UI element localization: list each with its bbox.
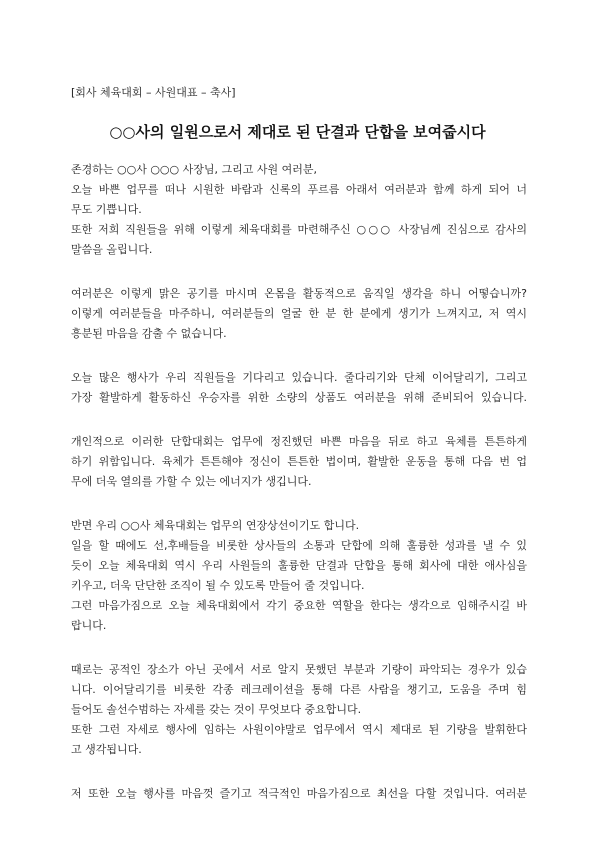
paragraph-line: 때로는 공적인 장소가 아닌 곳에서 서로 알지 못했던 부분과 기량이 파악되는 경우가 있습 bbox=[71, 663, 527, 676]
paragraph-line: 일을 할 때에도 선,후배들을 비롯한 상사들의 소통과 단합에 의해 훌륭한 성과를 낼 수 있 bbox=[71, 539, 527, 552]
paragraph-line: 들어도 솔선수범하는 자세를 갖는 것이 무엇보다 중요합니다. bbox=[71, 703, 362, 716]
document-title: ○○사의 일원으로서 제대로 된 단결과 단합을 보여줍시다 bbox=[109, 123, 486, 141]
paragraph-line: 무에 더욱 열의를 가할 수 있는 에너지가 생깁니다. bbox=[71, 475, 312, 488]
paragraph-line: 그런 마음가짐으로 오늘 체육대회에서 각기 중요한 역할을 한다는 생각으로 임해주시길 바 bbox=[71, 599, 527, 612]
paragraph-line: 가장 활발하게 활동하신 우승자를 위한 소량의 상품도 여러분을 위해 준비되어 있습니다. bbox=[71, 391, 527, 404]
paragraph-line: 오늘 많은 행사가 우리 직원들을 기다리고 있습니다. 줄다리기와 단체 이어달리기, 그리고 bbox=[71, 371, 527, 384]
body-paragraph bbox=[71, 284, 527, 344]
document-header-tag: [회사 체육대회 – 사원대표 – 축사] bbox=[71, 86, 236, 99]
body-paragraph bbox=[71, 432, 527, 492]
paragraph-line: 하기 위함입니다. 육체가 튼튼해야 정신이 튼튼한 법이며, 활발한 운동을 통해 다음 번 업 bbox=[71, 455, 527, 468]
paragraph-line: 여러분은 이렇게 맑은 공기를 마시며 온몸을 활동적으로 움직일 생각을 하니 어떻습니까? bbox=[71, 287, 527, 300]
paragraph-line: 반면 우리 ○○사 체육대회는 업무의 연장상선이기도 합니다. bbox=[71, 519, 360, 532]
paragraph-line: 고 생각됩니다. bbox=[71, 743, 142, 756]
body-paragraph bbox=[71, 784, 527, 804]
paragraph-line: 랍니다. bbox=[71, 619, 107, 632]
paragraph-line: 또한 그런 자세로 행사에 임하는 사원이야말로 업무에서 역시 제대로 된 기량을 발휘한다 bbox=[71, 723, 527, 736]
document-body bbox=[71, 160, 527, 828]
paragraph-line: 키우고, 더욱 단단한 조직이 될 수 있도록 만들어 줄 것입니다. bbox=[71, 579, 365, 592]
paragraph-line: 또한 저희 직원들을 위해 이렇게 체육대회를 마련해주신 ○○○ 사장님께 진심으로 감사의 bbox=[71, 223, 527, 236]
paragraph-line: 무도 기쁩니다. bbox=[71, 203, 142, 216]
paragraph-line: 말씀을 올립니다. bbox=[71, 243, 153, 256]
paragraph-line: 오늘 바쁜 업무를 떠나 시원한 바람과 신록의 푸르름 아래서 여러분과 함께 하게 되어 너 bbox=[71, 183, 527, 196]
body-paragraph bbox=[71, 368, 527, 408]
paragraph-line: 존경하는 ○○사 ○○○ 사장님, 그리고 사원 여러분, bbox=[71, 163, 317, 176]
paragraph-line: 저 또한 오늘 행사를 마음껏 즐기고 적극적인 마음가짐으로 최선을 다할 것입니다. 여러분 bbox=[71, 787, 527, 800]
body-paragraph bbox=[71, 660, 527, 760]
body-paragraph bbox=[71, 516, 527, 636]
paragraph-line: 개인적으로 이러한 단합대회는 업무에 정진했던 바쁜 마음을 뒤로 하고 육체를 튼튼하게 bbox=[71, 435, 527, 448]
paragraph-line: 듯이 오늘 체육대회 역시 우리 사원들의 훌륭한 단결과 단합을 통해 회사에 대한 애사심을 bbox=[71, 559, 527, 572]
body-paragraph bbox=[71, 160, 527, 260]
paragraph-line: 니다. 이어달리기를 비롯한 각종 레크레이션을 통해 다른 사람을 챙기고, 도움을 주며 힘 bbox=[71, 683, 527, 696]
paragraph-line: 이렇게 여러분들을 마주하니, 여러분들의 얼굴 한 분 한 분에게 생기가 느껴지고, 저 역시 bbox=[71, 307, 527, 320]
paragraph-line: 흥분된 마음을 감출 수 없습니다. bbox=[71, 327, 227, 340]
